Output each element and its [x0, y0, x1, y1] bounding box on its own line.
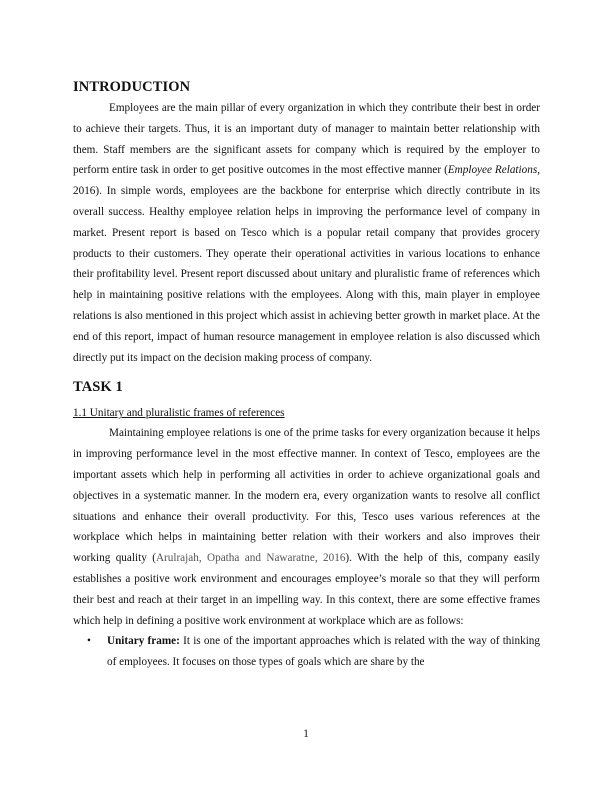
page-number: 1 — [303, 728, 309, 740]
bullet-text: It is one of the important approaches which is related with the way of thinking of employees. It focuses on those types of goals which are share by the — [107, 635, 540, 669]
task-1-text-part-2: ). With the help of this, company easily establishes a positive work environment and encourages employee’s morale so that they will perform their best and reach at their target in an impelling way. In this context, there are some effective frames which help in defining a positive work environment at workplace which are as follows: — [73, 552, 540, 627]
introduction-citation: Employee Relations — [447, 164, 538, 177]
task-1-text-part-1: Maintaining employee relations is one of the prime tasks for every organization because it helps in improving performance level in the most effective manner. In context of Tesco, employees are the important assets which help in performing all activities in order to achieve organizational goals and objectives in a systematic manner. In the modern era, every organization wants to resolve all conflict situations and enhance their overall productivity. For this, Tesco uses various references at the workplace which helps in maintaining better relation with their workers and also improves their working quality ( — [73, 427, 540, 565]
task-1-paragraph — [73, 423, 540, 631]
introduction-heading: INTRODUCTION — [73, 79, 191, 95]
bullet-unitary-frame — [73, 631, 540, 673]
introduction-text-part-2: , 2016). In simple words, employees are the backbone for enterprise which directly contribute in its overall success. Healthy employee relation helps in improving the performance level of company in market. Present report is based on Tesco which is a popular retail company that provides grocery products to their customers. They operate their operational activities in various locations to enhance their profitability level. Present report discussed about unitary and pluralistic frame of references which help in maintaining positive relations with the employees. Along with this, main player in employee relations is also mentioned in this project which assist in achieving better growth in market place. At the end of this report, impact of human resource management in employee relation is also discussed which directly put its impact on the decision making process of company. — [73, 164, 540, 364]
frames-bullet-list — [73, 631, 540, 673]
bullet-term: Unitary frame: — [107, 635, 180, 648]
section-1-1-subheading: 1.1 Unitary and pluralistic frames of references — [73, 407, 285, 420]
task-1-citation: Arulrajah, Opatha and Nawaratne, 2016 — [155, 552, 346, 565]
bullet-marker: • — [87, 635, 91, 648]
introduction-paragraph — [73, 98, 540, 368]
introduction-text-part-1: Employees are the main pillar of every organization in which they contribute their best in order to achieve their targets. Thus, it is an important duty of manager to maintain better relationship with them. Staff members are the significant assets for company which is required by the employer to perform entire task in order to get positive outcomes in the most effective manner ( — [73, 102, 540, 177]
task-1-heading: TASK 1 — [73, 379, 123, 396]
page-content — [73, 78, 540, 673]
